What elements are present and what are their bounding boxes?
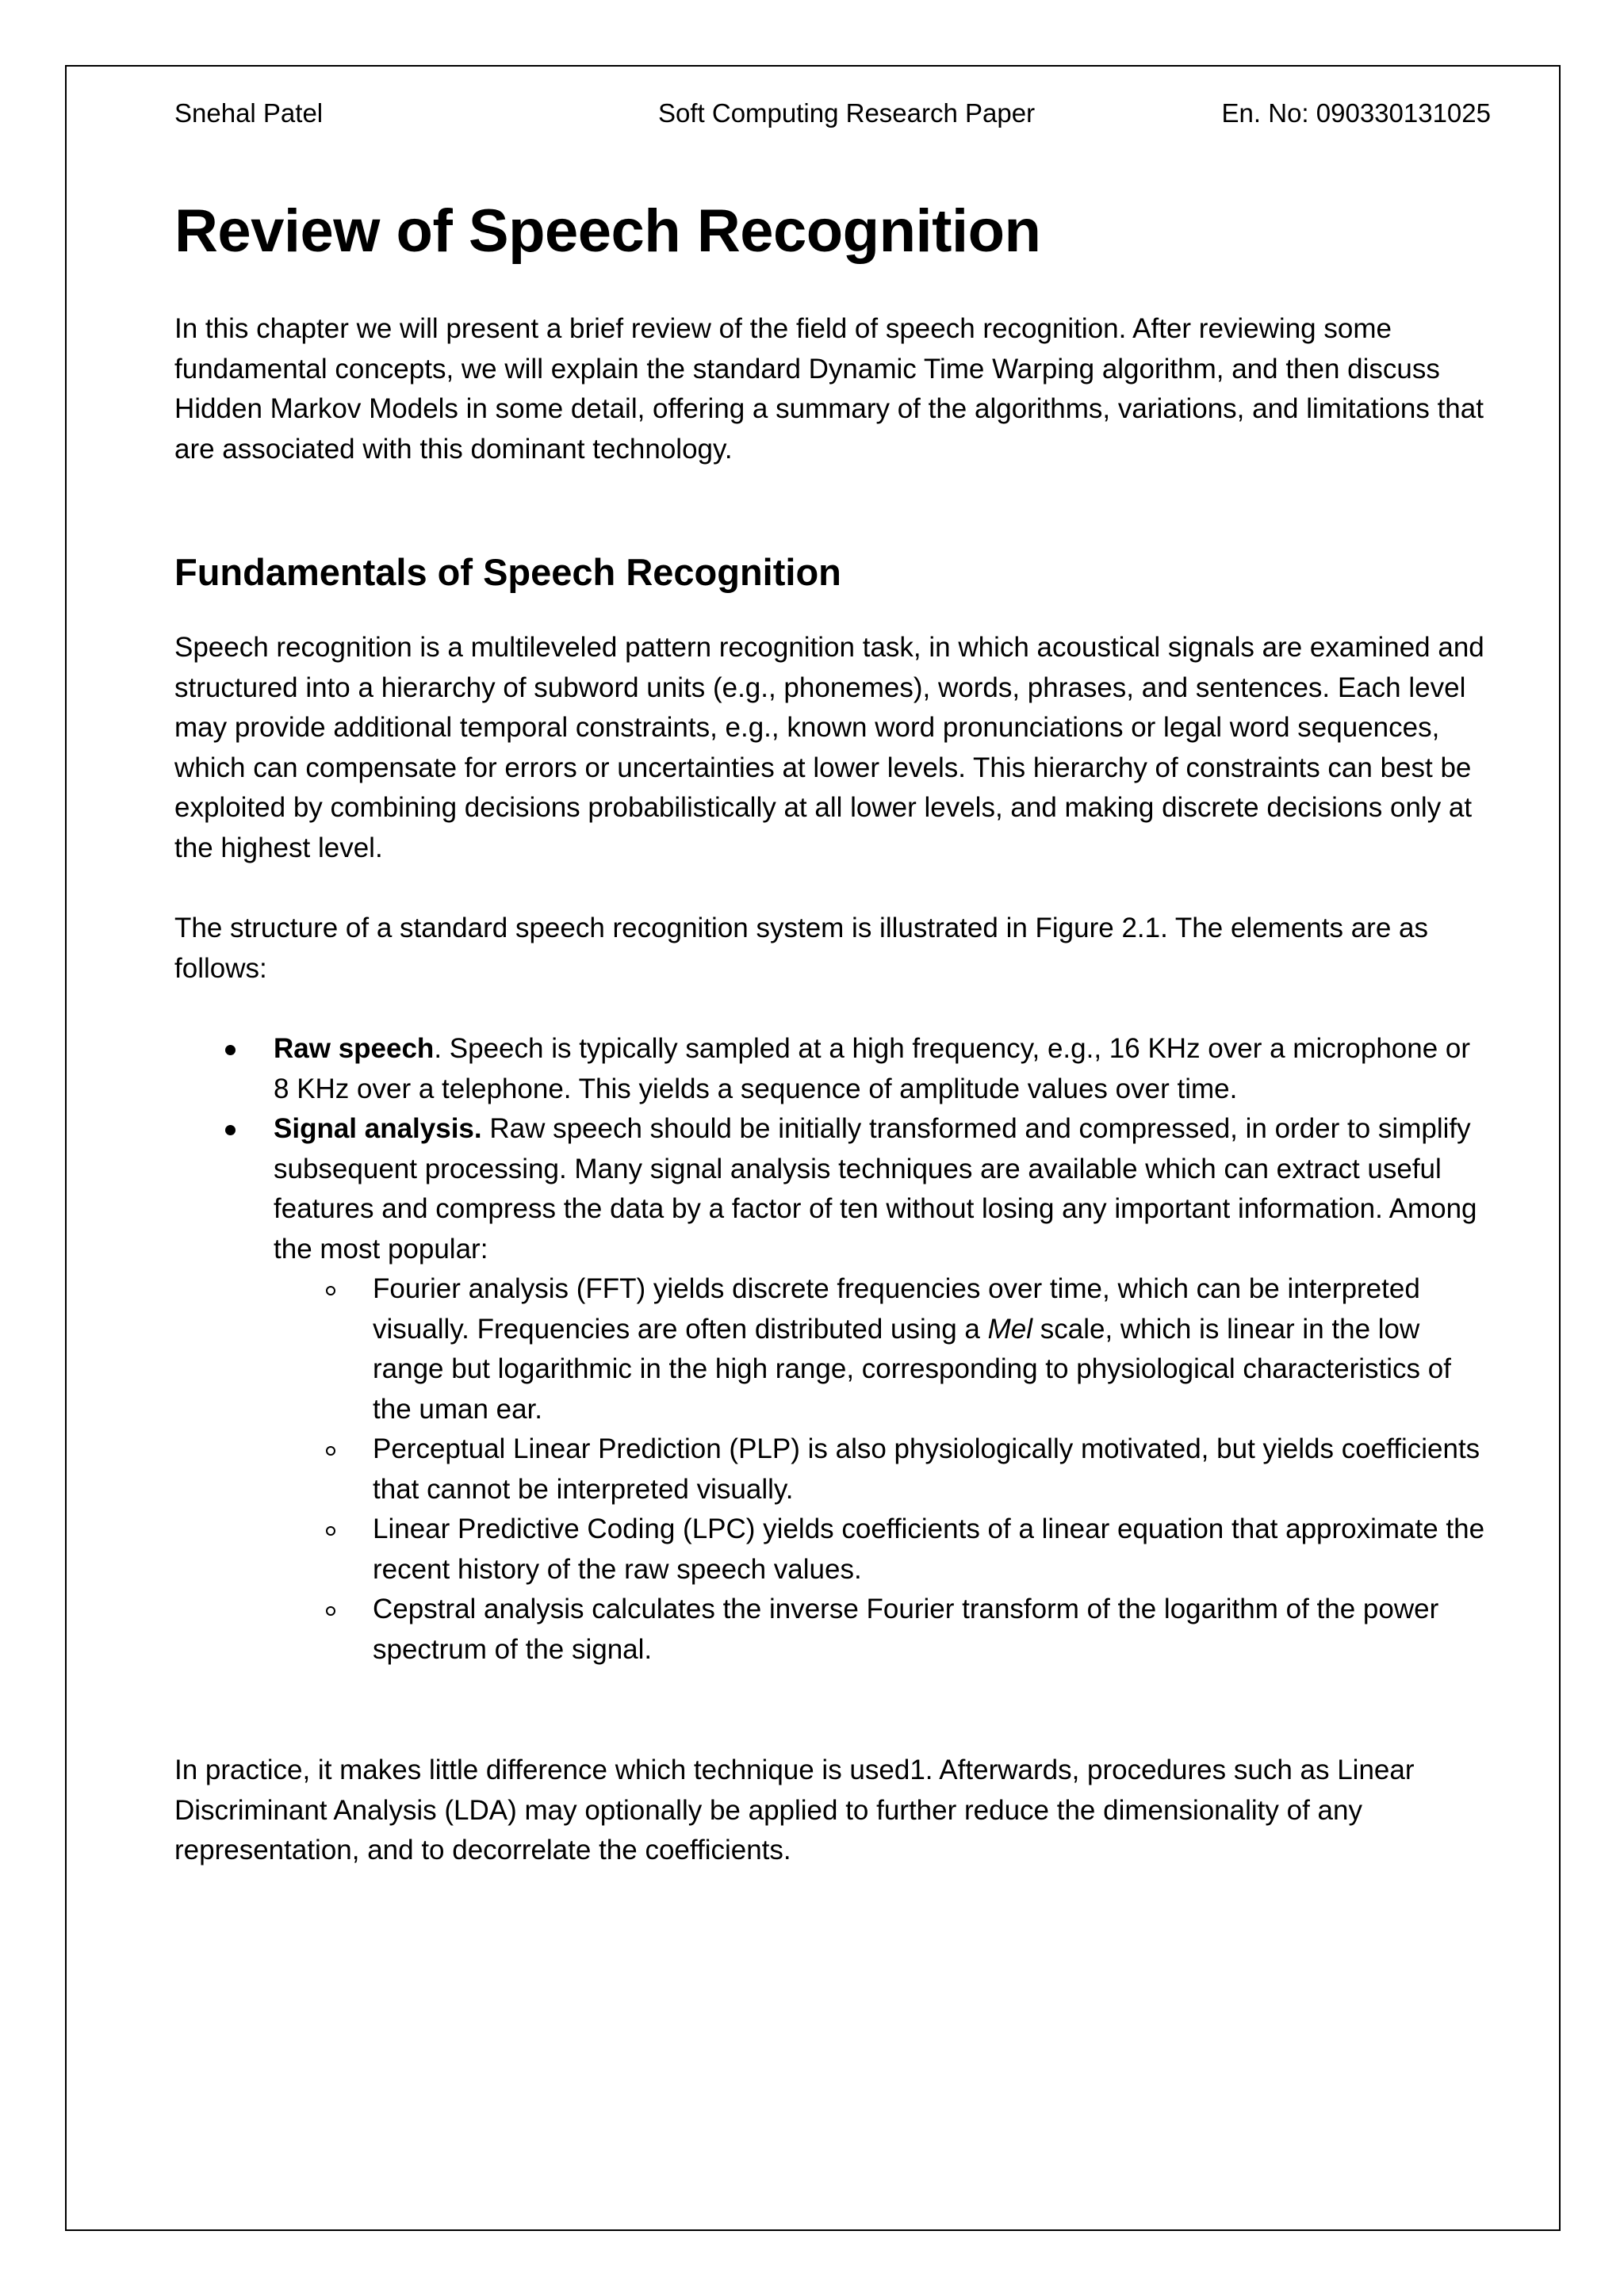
sub-item-fft	[274, 1269, 1491, 1429]
elements-list	[174, 1029, 1491, 1670]
bullet-icon	[225, 1125, 236, 1135]
practice-paragraph: In practice, it makes little difference which technique is used1. Afterwards, procedures such as Linear Discriminant Analysis (LDA) may optionally be applied to further reduce the dimensionality of any representation, and to decorrelate the coefficients.	[174, 1755, 1415, 1866]
list-item-term: Raw speech	[274, 1033, 435, 1064]
list-item-raw-speech	[174, 1029, 1491, 1109]
list-item-term: Signal analysis.	[274, 1113, 482, 1144]
sub-item-lpc	[274, 1510, 1491, 1590]
sub-item-text: Linear Predictive Coding (LPC) yields coefficients of a linear equation that approximate the recent history of the raw speech values.	[373, 1513, 1485, 1585]
header-paper-title: Soft Computing Research Paper	[658, 98, 1036, 128]
list-item-text: Raw speech should be initially transformed and compressed, in order to simplify subsequent processing. Many signal analysis techniques are available which can extract useful features and compress the data by a factor of ten without losing any important information. Among the most popular:	[274, 1113, 1477, 1265]
sub-item-plp	[274, 1429, 1491, 1510]
header-enrollment-number: En. No: 090330131025	[1221, 98, 1491, 128]
list-item-text: . Speech is typically sampled at a high frequency, e.g., 16 KHz over a microphone or 8 KHz over a telephone. This yields a sequence of amplitude values over time.	[274, 1033, 1471, 1104]
header-author: Snehal Patel	[174, 98, 324, 128]
bullet-icon	[225, 1045, 236, 1055]
sub-item-italic: Mel	[987, 1313, 1033, 1345]
circle-bullet-icon	[326, 1526, 335, 1536]
page-title: Review of Speech Recognition	[174, 197, 1041, 265]
sub-item-text: Cepstral analysis calculates the inverse Fourier transform of the logarithm of the power spectrum of the signal.	[373, 1594, 1439, 1665]
circle-bullet-icon	[326, 1286, 335, 1295]
page-header	[174, 98, 1491, 136]
sub-item-text: Perceptual Linear Prediction (PLP) is also physiologically motivated, but yields coefficients that cannot be interpreted visually.	[373, 1433, 1480, 1505]
intro-paragraph: In this chapter we will present a brief review of the field of speech recognition. After reviewing some fundamental concepts, we will explain the standard Dynamic Time Warping algorithm, and then discuss Hidden Markov Models in some detail, offering a summary of the algorithms, variations, and limitations that are associated with this dominant technology.	[174, 313, 1484, 465]
section-heading: Fundamentals of Speech Recognition	[174, 551, 841, 593]
sub-item-cepstral	[274, 1590, 1491, 1670]
list-item-signal-analysis	[174, 1109, 1491, 1670]
sub-item-text: scale, which is linear in the low range but logarithmic in the high range, corresponding to physiological characteristics of the uman ear.	[373, 1313, 1451, 1425]
structure-paragraph: The structure of a standard speech recognition system is illustrated in Figure 2.1. The elements are as follows:	[174, 913, 1428, 984]
sub-item-text: Fourier analysis (FFT) yields discrete frequencies over time, which can be interpreted visually. Frequencies are often distributed using a	[373, 1273, 1420, 1345]
signal-analysis-techniques-list	[274, 1269, 1491, 1670]
fundamentals-paragraph: Speech recognition is a multileveled pattern recognition task, in which acoustical signals are examined and structured into a hierarchy of subword units (e.g., phonemes), words, phrases, and sentences. Each level may provide additional temporal constraints, e.g., known word pronunciations or legal word sequences, which can compensate for errors or uncertainties at lower levels. This hierarchy of constraints can best be exploited by combining decisions probabilistically at all lower levels, and making discrete decisions only at the highest level.	[174, 632, 1484, 863]
circle-bullet-icon	[326, 1606, 335, 1616]
circle-bullet-icon	[326, 1446, 335, 1456]
